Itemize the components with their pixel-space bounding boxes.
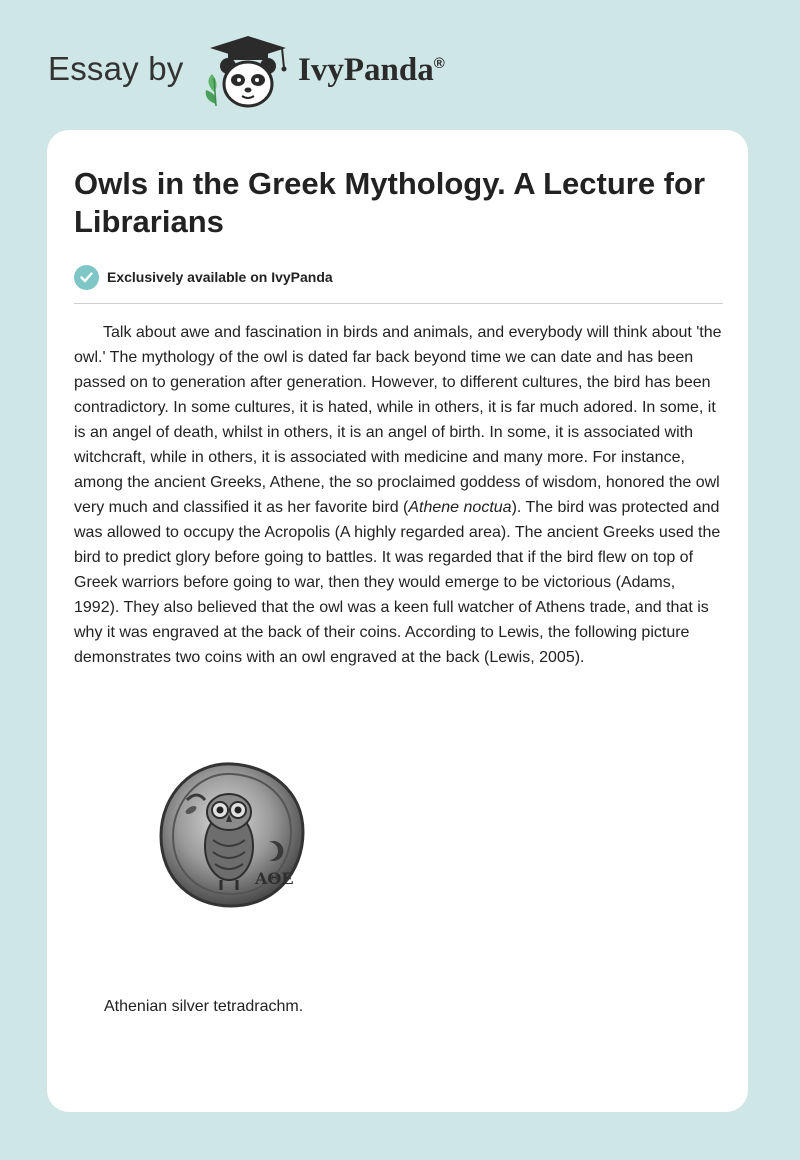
exclusive-badge-text: Exclusively available on IvyPanda: [107, 269, 333, 285]
owl-coin-icon: [157, 760, 307, 910]
species-name: Athene noctua: [408, 499, 512, 516]
panda-logo-icon: [198, 34, 298, 110]
figure-caption: Athenian silver tetradrachm.: [104, 998, 304, 1015]
brand-header[interactable]: [48, 34, 488, 110]
registered-mark: ®: [433, 55, 445, 72]
paragraph-part-1: Talk about awe and fascination in birds and animals, and everybody will think about 'the owl.' The mythology of the owl is dated far back beyond time we can date and has been passed on to generation after generation. However, to different cultures, the bird has been contradictory. In some cultures, it is hated, while in others, it is far much adored. In some, it is an angel of death, whilst in others, it is an angel of birth. In some, it is associated with witchcraft, while in others, it is associated with medicine and many more. For instance, among the ancient Greeks, Athene, the so proclaimed goddess of wisdom, honored the owl very much and classified it as her favorite bird (: [74, 324, 722, 516]
coin-image: [157, 760, 307, 910]
essay-card: [47, 130, 748, 1112]
svg-text:ΑΘΕ: ΑΘΕ: [255, 869, 294, 888]
check-circle-icon: [74, 265, 99, 290]
paragraph-part-2: ). The bird was protected and was allowed to occupy the Acropolis (A highly regarded area). The ancient Greeks used the bird to predict glory before going to battles. It was regarded that if the bird flew on top of Greek warriors before going to war, then they would emerge to be victorious (Adams, 1992). They also believed that the owl was a keen full watcher of Athens trade, and that is why it was engraved at the back of their coins. According to Lewis, the following picture demonstrates two coins with an owl engraved at the back (Lewis, 2005).: [74, 499, 721, 666]
essay-paragraph: [74, 320, 724, 670]
essay-title: Owls in the Greek Mythology. A Lecture for Librarians: [74, 166, 706, 239]
brand-prefix: Essay by: [48, 50, 184, 87]
brand-name-text: IvyPanda: [298, 52, 434, 88]
brand-name: [298, 52, 445, 89]
divider: [74, 303, 723, 304]
exclusive-badge: [74, 264, 333, 290]
